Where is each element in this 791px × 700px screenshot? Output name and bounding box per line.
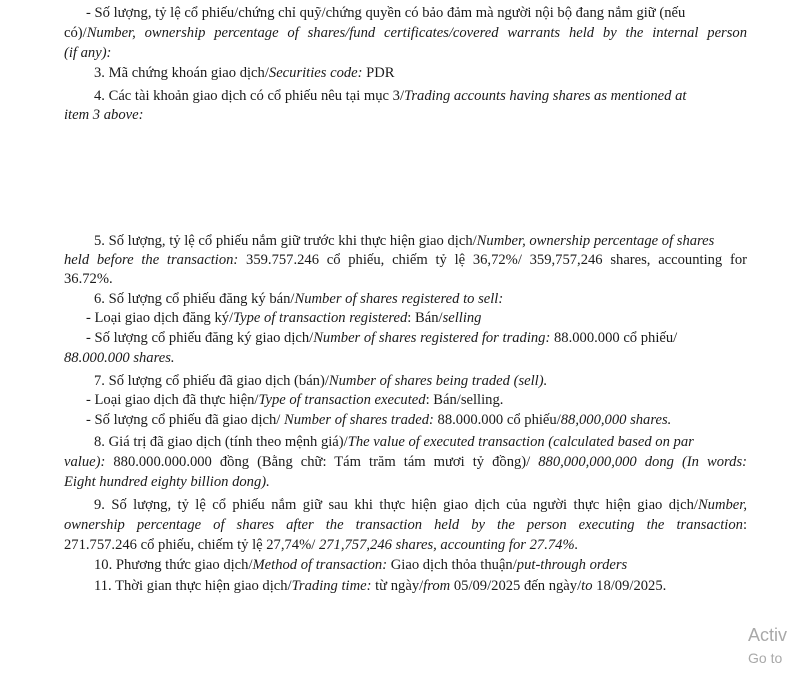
text: 359.757.246 cổ phiếu, chiếm tỷ lệ 36,72%/ 359,757,246 shares, accounting for xyxy=(238,252,747,268)
text: 36.72%. xyxy=(64,271,113,287)
text: - Số lượng, tỷ lệ cổ phiếu/chứng chỉ quỹ/chứng quyền có bảo đảm mà người nội bộ đang nắm giữ (nếu xyxy=(86,5,686,21)
text-italic: Method of transaction: xyxy=(252,557,388,573)
text-italic: Type of transaction registered xyxy=(233,310,408,326)
text: 5. Số lượng, tỷ lệ cổ phiếu nắm giữ trước khi thực hiện giao dịch/ xyxy=(94,233,477,249)
item-10-method xyxy=(94,556,747,575)
item-9-shares-after xyxy=(94,496,747,515)
item-5-continued xyxy=(64,251,747,270)
text-italic: held before the transaction: xyxy=(64,252,239,268)
text: : Bán/selling. xyxy=(425,392,504,408)
item-7-traded-shares xyxy=(86,411,747,430)
item-6-continued xyxy=(64,349,747,368)
item-4-trading-accounts xyxy=(94,87,747,106)
text-italic: Securities code: xyxy=(268,65,363,81)
text-italic: Number, xyxy=(697,497,747,513)
text: PDR xyxy=(362,65,395,81)
text: - Loại giao dịch đăng ký/ xyxy=(86,310,234,326)
text: 11. Thời gian thực hiện giao dịch/ xyxy=(94,578,292,594)
text: 3. Mã chứng khoán giao dịch/ xyxy=(94,65,269,81)
text: 271.757.246 cổ phiếu, chiếm tỷ lệ 27,74%/ xyxy=(64,537,319,553)
text-italic: Number, ownership percentage of shares/fund certificates/covered warrants held by the internal person xyxy=(86,25,747,41)
item-9-values xyxy=(64,536,747,555)
text-italic: ownership percentage of shares after the transaction held by the person executing the transaction xyxy=(64,517,743,533)
item-11-trading-time xyxy=(94,577,747,596)
text: 10. Phương thức giao dịch/ xyxy=(94,557,253,573)
text-italic: to xyxy=(581,578,593,594)
activation-watermark-subtitle: Go to xyxy=(748,650,783,666)
item-7-shares-traded xyxy=(94,372,747,391)
text-italic: value): xyxy=(64,454,106,470)
text: 18/09/2025. xyxy=(592,578,667,594)
text-italic: Trading accounts having shares as mentioned at xyxy=(404,88,687,104)
line-shares-held-vi xyxy=(86,4,747,23)
text: 88.000.000 cổ phiếu/ xyxy=(433,412,561,428)
text: có)/ xyxy=(64,25,87,41)
item-5-shares-before xyxy=(94,232,747,251)
item-5-percent xyxy=(64,270,747,289)
text: từ ngày/ xyxy=(371,578,424,594)
text-italic: selling xyxy=(442,310,482,326)
text-italic: The value of executed transaction (calculated based on par xyxy=(347,434,694,450)
text-italic: Number, ownership percentage of shares xyxy=(476,233,715,249)
text: - Số lượng cổ phiếu đã giao dịch/ xyxy=(86,412,285,428)
item-3-securities-code xyxy=(94,64,747,83)
text: 6. Số lượng cổ phiếu đăng ký bán/ xyxy=(94,291,295,307)
text-italic: Eight hundred eighty billion dong). xyxy=(64,474,270,490)
line-shares-held-en xyxy=(64,24,747,43)
text: 8. Giá trị đã giao dịch (tính theo mệnh giá)/ xyxy=(94,434,348,450)
item-6-transaction-type xyxy=(86,309,747,328)
text: 88.000.000 cổ phiếu/ xyxy=(550,330,678,346)
text-italic: Type of transaction executed xyxy=(258,392,426,408)
text-italic: Number of shares being traded (sell). xyxy=(328,373,548,389)
text-italic: (if any): xyxy=(64,45,112,61)
item-7-transaction-type xyxy=(86,391,747,410)
text-italic: Number of shares traded: xyxy=(284,412,434,428)
text-italic: 88,000,000 shares. xyxy=(560,412,672,428)
text: 7. Số lượng cổ phiếu đã giao dịch (bán)/ xyxy=(94,373,329,389)
text-italic: 88.000.000 shares. xyxy=(64,350,175,366)
item-6-registered-shares xyxy=(86,329,747,348)
text: : Bán/ xyxy=(407,310,443,326)
text-italic: 880,000,000,000 dong (In words: xyxy=(538,454,747,470)
text-italic: Number of shares registered for trading: xyxy=(313,330,551,346)
item-6-registered-to-sell xyxy=(94,290,747,309)
line-if-any xyxy=(64,44,747,63)
text-italic: from xyxy=(423,578,451,594)
text-italic: Trading time: xyxy=(291,578,372,594)
activation-watermark-title: Activ xyxy=(748,625,788,645)
text: - Số lượng cổ phiếu đăng ký giao dịch/ xyxy=(86,330,314,346)
item-4-continued xyxy=(64,106,747,125)
text: Giao dịch thỏa thuận/ xyxy=(387,557,517,573)
text-italic: Number of shares registered to sell: xyxy=(294,291,504,307)
text: 05/09/2025 đến ngày/ xyxy=(450,578,582,594)
text-italic: item 3 above: xyxy=(64,107,144,123)
item-9-continued xyxy=(64,516,747,535)
text-italic: put-through orders xyxy=(516,557,628,573)
text: 9. Số lượng, tỷ lệ cổ phiếu nắm giữ sau khi thực hiện giao dịch của người thực hiện giao dịch/ xyxy=(94,497,698,513)
item-8-transaction-value xyxy=(94,433,747,452)
text: : xyxy=(742,517,747,533)
item-8-continued xyxy=(64,453,747,472)
item-8-in-words xyxy=(64,473,747,492)
text: 4. Các tài khoản giao dịch có cổ phiếu nêu tại mục 3/ xyxy=(94,88,405,104)
text: 880.000.000.000 đồng (Bằng chữ: Tám trăm tám mươi tỷ đồng)/ xyxy=(105,454,539,470)
text: - Loại giao dịch đã thực hiện/ xyxy=(86,392,259,408)
text-italic: 271,757,246 shares, accounting for 27.74%. xyxy=(318,537,579,553)
